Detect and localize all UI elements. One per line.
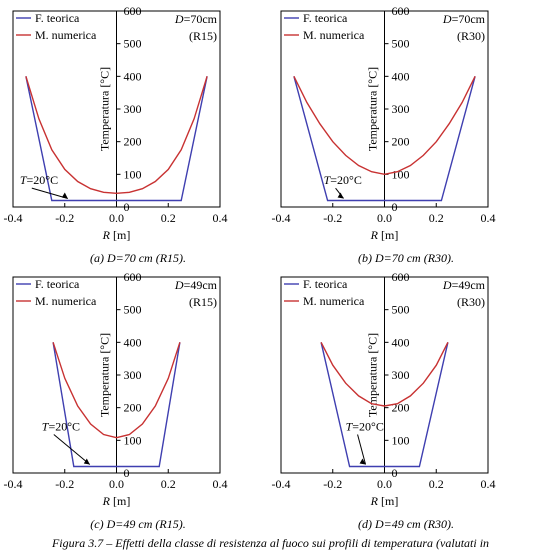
class-label: (R30) xyxy=(457,295,485,309)
y-tick-label: 300 xyxy=(123,102,142,116)
y-tick-label: 0 xyxy=(391,466,398,480)
diameter-label xyxy=(174,12,218,26)
panel-caption: (a) D=70 cm (R15). xyxy=(89,251,187,265)
legend-label: F. teorica xyxy=(35,11,80,25)
annotation-value: =20°C xyxy=(48,419,81,434)
temperature-annotation xyxy=(20,173,58,187)
panel-caption: (c) D=49 cm (R15). xyxy=(90,517,186,531)
x-tick-label: -0.4 xyxy=(3,211,23,225)
x-tick-label: -0.2 xyxy=(55,477,75,491)
x-tick-label: -0.2 xyxy=(55,211,75,225)
y-tick-label: 200 xyxy=(123,400,142,415)
x-tick-label: 0.0 xyxy=(109,211,124,225)
chart-svg xyxy=(3,270,268,541)
y-tick-label: 200 xyxy=(123,134,142,149)
x-tick-label: 0.0 xyxy=(377,211,392,225)
annotation-arrow xyxy=(54,435,90,465)
y-tick-label: 100 xyxy=(391,433,410,448)
panel-caption: (d) D=49 cm (R30). xyxy=(357,517,455,531)
y-tick-label: 500 xyxy=(123,36,142,51)
diameter-label xyxy=(442,278,486,292)
chart-svg xyxy=(271,270,536,541)
x-axis-unit: [m] xyxy=(110,228,131,242)
diameter-value: =49cm xyxy=(183,278,217,292)
legend-label: M. numerica xyxy=(35,28,97,42)
diameter-value: =70cm xyxy=(183,12,217,26)
legend-label: F. teorica xyxy=(303,11,348,25)
annotation-arrowhead xyxy=(338,192,344,198)
figure-caption: Figura 3.7 – Effetti della classe di resistenza al fuoco sui profili di temperatura (valutati in xyxy=(51,536,490,550)
chart-panel-a xyxy=(3,4,268,275)
x-tick-label: 0.0 xyxy=(377,477,392,491)
class-label: (R30) xyxy=(457,29,485,43)
annotation-value: =20°C xyxy=(26,173,59,188)
annotation-value: =20°C xyxy=(352,419,384,434)
annotation-var: T xyxy=(41,419,49,434)
x-tick-label: 0.4 xyxy=(212,477,228,491)
y-tick-label: 600 xyxy=(391,270,410,284)
x-axis-unit: [m] xyxy=(378,494,399,508)
y-tick-label: 400 xyxy=(391,335,410,350)
x-axis-var: R xyxy=(102,228,111,242)
x-tick-label: -0.2 xyxy=(323,477,343,491)
diameter-label xyxy=(174,278,218,292)
y-tick-label: 400 xyxy=(123,335,142,350)
chart-panel-b xyxy=(271,4,536,275)
y-tick-label: 0 xyxy=(123,466,130,480)
x-tick-label: 0.4 xyxy=(480,211,496,225)
x-axis-title xyxy=(370,494,399,508)
y-tick-label: 500 xyxy=(391,36,410,51)
y-tick-label: 300 xyxy=(123,368,142,382)
x-axis-title xyxy=(102,494,131,508)
x-tick-label: 0.0 xyxy=(109,477,124,491)
annotation-value: =20°C xyxy=(330,173,362,188)
diameter-var: D xyxy=(174,278,184,292)
y-tick-label: 200 xyxy=(391,134,410,149)
x-tick-label: 0.2 xyxy=(160,477,176,491)
y-tick-label: 0 xyxy=(391,200,398,214)
x-axis-unit: [m] xyxy=(378,228,399,242)
annotation-var: T xyxy=(323,173,331,188)
diameter-label xyxy=(442,12,486,26)
diameter-value: =70cm xyxy=(451,12,485,26)
y-tick-label: 300 xyxy=(391,102,410,116)
chart-panel-c xyxy=(3,270,268,541)
legend-label: M. numerica xyxy=(303,294,365,308)
x-axis-var: R xyxy=(370,494,379,508)
y-axis-title: Temperatura [°C] xyxy=(97,332,112,418)
x-tick-label: 0.4 xyxy=(480,477,496,491)
x-axis-title xyxy=(102,228,131,242)
y-axis-title: Temperatura [°C] xyxy=(365,66,380,152)
chart-svg xyxy=(271,4,536,275)
panel-caption: (b) D=70 cm (R30). xyxy=(357,251,455,265)
annotation-var: T xyxy=(345,419,353,434)
x-tick-label: -0.2 xyxy=(323,211,343,225)
y-axis-title: Temperatura [°C] xyxy=(97,66,112,152)
y-tick-label: 300 xyxy=(391,368,410,382)
y-tick-label: 400 xyxy=(123,69,142,84)
legend-label: F. teorica xyxy=(303,277,348,291)
y-tick-label: 0 xyxy=(123,200,130,214)
chart-panel-d xyxy=(271,270,536,541)
x-tick-label: -0.4 xyxy=(271,211,291,225)
x-tick-label: 0.2 xyxy=(428,211,444,225)
annotation-arrowhead xyxy=(84,458,90,464)
annotation-arrow xyxy=(358,435,366,465)
x-axis-var: R xyxy=(102,494,111,508)
y-tick-label: 400 xyxy=(391,69,410,84)
y-tick-label: 100 xyxy=(123,167,142,182)
y-tick-label: 600 xyxy=(391,4,410,18)
class-label: (R15) xyxy=(189,295,217,309)
annotation-arrowhead xyxy=(62,192,68,198)
diameter-var: D xyxy=(174,12,184,26)
x-axis-unit: [m] xyxy=(110,494,131,508)
y-tick-label: 500 xyxy=(123,302,142,317)
y-axis-title: Temperatura [°C] xyxy=(365,332,380,418)
x-axis-var: R xyxy=(370,228,379,242)
temperature-annotation xyxy=(346,420,384,434)
legend-label: M. numerica xyxy=(35,294,97,308)
legend-label: F. teorica xyxy=(35,277,80,291)
x-tick-label: 0.2 xyxy=(428,477,444,491)
y-tick-label: 600 xyxy=(123,270,142,284)
legend-label: M. numerica xyxy=(303,28,365,42)
temperature-annotation xyxy=(42,420,80,434)
x-tick-label: -0.4 xyxy=(271,477,291,491)
annotation-var: T xyxy=(19,173,27,188)
diameter-var: D xyxy=(442,278,452,292)
x-axis-title xyxy=(370,228,399,242)
x-tick-label: -0.4 xyxy=(3,477,23,491)
temperature-annotation xyxy=(324,173,362,187)
diameter-var: D xyxy=(442,12,452,26)
x-tick-label: 0.4 xyxy=(212,211,228,225)
y-tick-label: 100 xyxy=(391,167,410,182)
class-label: (R15) xyxy=(189,29,217,43)
chart-svg xyxy=(3,4,268,275)
y-tick-label: 200 xyxy=(391,400,410,415)
y-tick-label: 600 xyxy=(123,4,142,18)
x-tick-label: 0.2 xyxy=(160,211,176,225)
diameter-value: =49cm xyxy=(451,278,485,292)
y-tick-label: 500 xyxy=(391,302,410,317)
y-tick-label: 100 xyxy=(123,433,142,448)
